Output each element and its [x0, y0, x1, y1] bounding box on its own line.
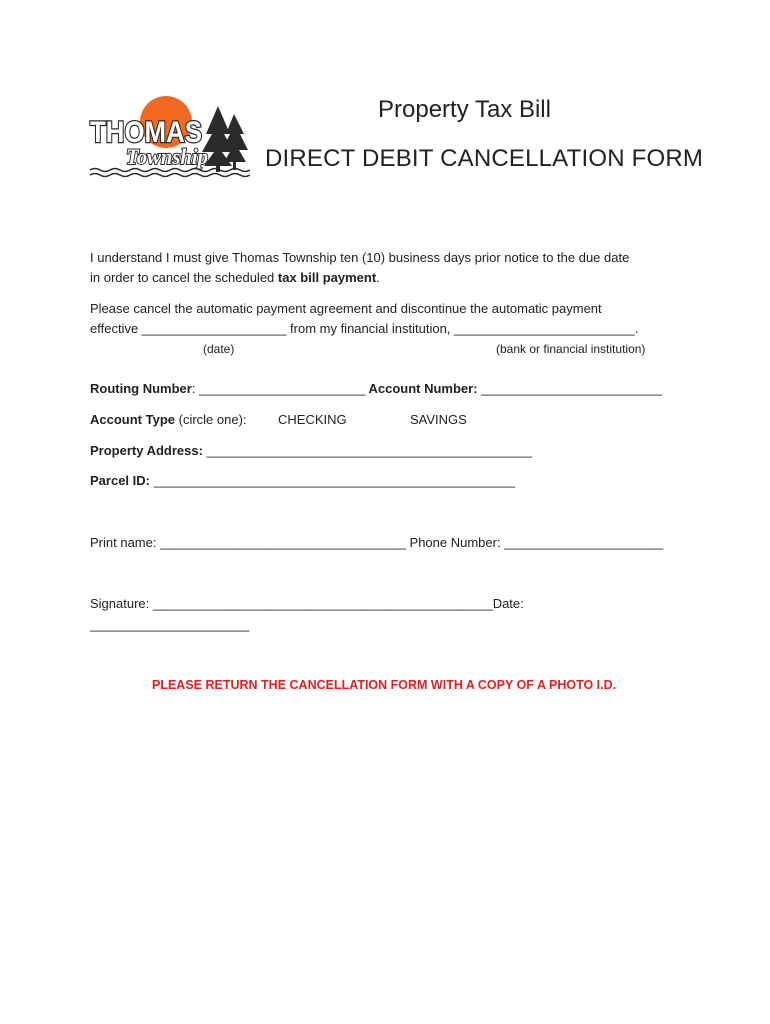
pine-trees-icon: [202, 106, 248, 172]
logo-word-township: Township: [126, 144, 208, 169]
cancel-line-2: [90, 321, 638, 336]
signature-row: [90, 596, 524, 611]
notice-bold-text: tax bill payment: [277, 270, 377, 285]
print-name-row: [90, 535, 663, 550]
effective-date-field[interactable]: ____________________: [141, 321, 287, 336]
account-type-hint: (circle one):: [175, 412, 247, 427]
phone-number-field[interactable]: ______________________: [504, 535, 664, 550]
institution-label: from my financial institution,: [286, 321, 455, 336]
savings-option[interactable]: SAVINGS: [410, 412, 467, 427]
routing-sep: :: [191, 381, 200, 396]
property-address-field[interactable]: _____________________________________________: [206, 443, 532, 458]
parcel-id-row: [90, 473, 515, 488]
page-title: Property Tax Bill: [378, 96, 551, 123]
account-type-label: Account Type: [90, 412, 175, 427]
parcel-id-label: Parcel ID:: [90, 473, 154, 488]
date-caption: (date): [203, 342, 235, 356]
signature-date-label: Date:: [492, 596, 524, 611]
signature-date-field[interactable]: ______________________: [90, 617, 250, 632]
property-address-label: Property Address:: [90, 443, 207, 458]
notice-line-2: [90, 270, 380, 285]
routing-label: Routing Number: [90, 381, 192, 396]
notice-line-1: I understand I must give Thomas Township ten (10) business days prior notice to the due date: [90, 250, 630, 265]
property-address-row: [90, 443, 532, 458]
water-waves-icon: [90, 169, 250, 177]
signature-label: Signature:: [90, 596, 153, 611]
effective-label: effective: [90, 321, 142, 336]
notice-period: .: [376, 270, 380, 285]
institution-field[interactable]: _________________________: [454, 321, 635, 336]
checking-option[interactable]: CHECKING: [278, 412, 347, 427]
photo-id-notice: PLEASE RETURN THE CANCELLATION FORM WITH A COPY OF A PHOTO I.D.: [152, 678, 617, 692]
cancel-line-1: Please cancel the automatic payment agreement and discontinue the automatic payment: [90, 301, 602, 316]
form-title: DIRECT DEBIT CANCELLATION FORM: [265, 145, 704, 172]
cancel-period: .: [634, 321, 639, 336]
print-name-label: Print name:: [90, 535, 161, 550]
parcel-id-field[interactable]: __________________________________________________: [153, 473, 516, 488]
account-type-row: [90, 412, 247, 427]
routing-row: [90, 381, 662, 396]
logo-word-thomas: THOMAS: [90, 116, 202, 149]
account-number-label: Account Number:: [365, 381, 482, 396]
routing-number-field[interactable]: _______________________: [199, 381, 366, 396]
thomas-township-logo: [88, 94, 250, 180]
print-name-field[interactable]: __________________________________: [160, 535, 406, 550]
bank-caption: (bank or financial institution): [496, 342, 646, 356]
notice-text: in order to cancel the scheduled: [90, 270, 278, 285]
phone-number-label: Phone Number:: [405, 535, 505, 550]
signature-field[interactable]: _______________________________________________: [152, 596, 493, 611]
account-number-field[interactable]: _________________________: [481, 381, 662, 396]
